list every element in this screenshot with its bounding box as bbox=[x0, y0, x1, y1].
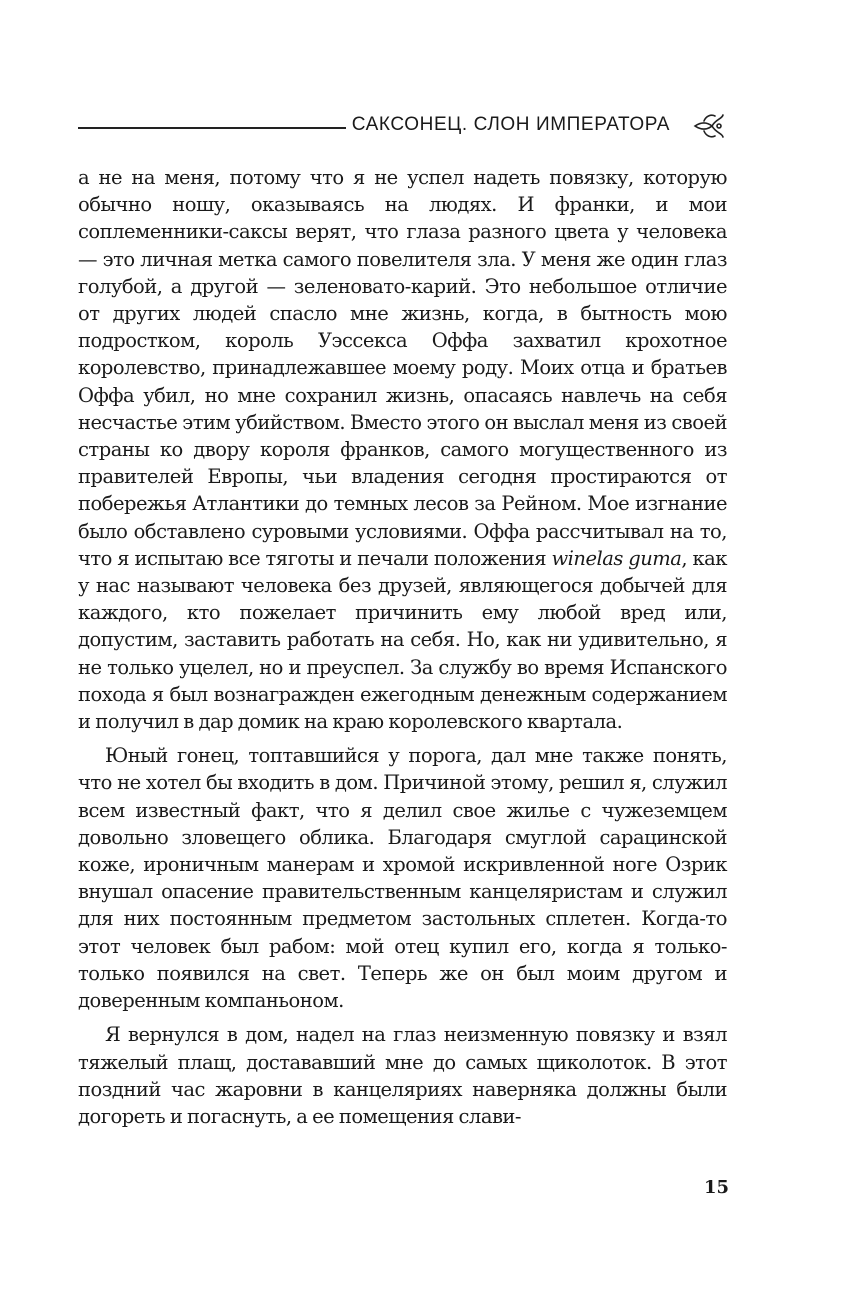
italic-term: winelas guma bbox=[551, 546, 682, 570]
paragraph-3: Я вернулся в дом, надел на глаз неизменную повязку и взял тяжелый плащ, достававший мне до самых щиколоток. В этот поздний час жаровни в канцеляриях наверняка должны были догореть и погаснуть, а ее помещения слави- bbox=[78, 1023, 727, 1128]
ornament-flourish-icon bbox=[692, 109, 726, 143]
paragraph-1 bbox=[78, 164, 727, 735]
paragraph-2: Юный гонец, топтавшийся у порога, дал мне также понять, что не хотел бы входить в дом. Причиной этому, решил я, служил всем известный факт, что я делил свое жилье с чужеземцем довольно зловещего облика. Благодаря смуглой сарацинской коже, ироничным манерам и хромой искривленной ноге Озрик внушал опасение правительственным канцеляристам и служил для них постоянным предметом застольных сплетен. Когда-то этот человек был рабом: мой отец купил его, когда я только-только появился на свет. Теперь же он был моим другом и доверенным компаньоном. bbox=[78, 744, 727, 1013]
body-text bbox=[78, 164, 727, 1130]
header-rule bbox=[78, 127, 346, 129]
running-title: САКСОНЕЦ. СЛОН ИМПЕРАТОРА bbox=[351, 114, 670, 135]
page-number: 15 bbox=[703, 1177, 729, 1198]
running-header bbox=[78, 113, 730, 143]
paragraph-1-text: а не на меня, потому что я не успел надеть повязку, которую обычно ношу, оказываясь на людях. И франки, и мои соплеменники-саксы верят, что глаза разного цвета у человека — это личная метка самого повелителя зла. У меня же один глаз голубой, а другой — зеленовато-карий. Это небольшое отличие от других людей спасло мне жизнь, когда, в бытность мою подростком, король Уэссекса Оффа захватил крохотное королевство, принадлежавшее моему роду. Моих отца и братьев Оффа убил, но мне сохранил жизнь, опасаясь навлечь на себя несчастье этим убийством. Вместо этого он выслал меня из своей страны ко двору короля франков, самого могущественного из правителей Европы, чьи владения сегодня простираются от побережья Атлантики до темных лесов за Рейном. Мое изгнание было обставлено суровыми условиями. Оффа рассчитывал на то, что я испытаю все тяготы и печали положения bbox=[78, 166, 727, 570]
paragraph-1-continuation: , как у нас называют человека без друзей, являющегося добычей для каждого, кто пожелает причинить ему любой вред или, допустим, заставить работать на себя. Но, как ни удивительно, я не только уцелел, но и преуспел. За службу во время Испанского похода я был вознагражден ежегодным денежным содержанием и получил в дар домик на краю королевского квартала. bbox=[78, 546, 727, 734]
